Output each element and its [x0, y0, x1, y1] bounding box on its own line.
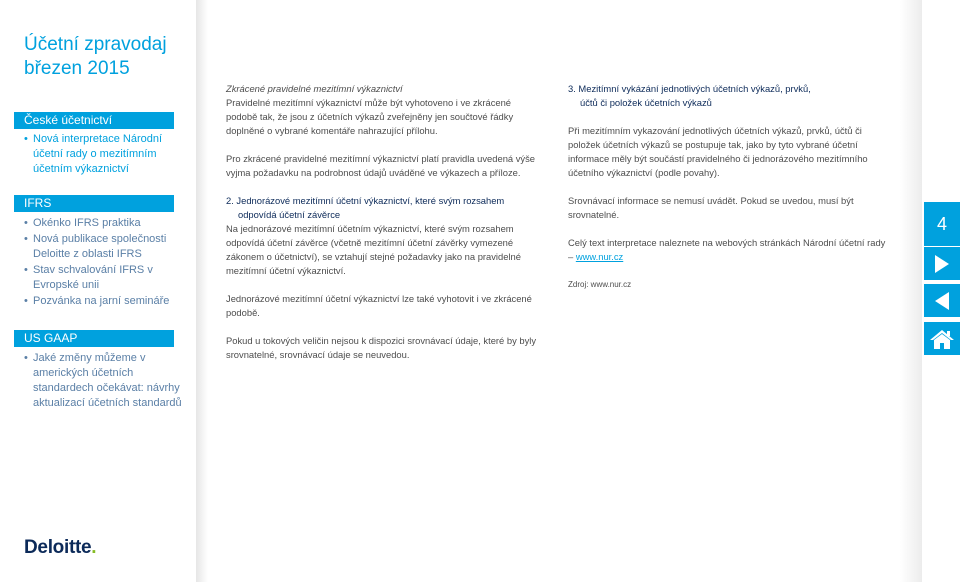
title-line-2: březen 2015	[24, 58, 130, 79]
right-paragraph-1: Při mezitímním vykazování jednotlivých účetních výkazů, prvků, účtů či položek účetních výkazů se postupuje tak, jako by tyto vybrané účetní informace měly být součástí pravidelného či jednorázového mezitímního účetního výkaznictví (podle povahy).	[568, 125, 868, 178]
heading-2-line-2: odpovídá účetní závěrce	[238, 209, 341, 220]
nav-item-seminars[interactable]: • Pozvánka na jarní semináře	[24, 294, 184, 309]
arrow-left-icon	[935, 292, 949, 310]
sidebar	[0, 0, 196, 582]
right-paragraph-3-text: Celý text interpretace naleznete na webových stránkách Národní účetní rady –	[568, 237, 886, 262]
heading-abridged-reporting: Zkrácené pravidelné mezitímní výkaznictví	[226, 83, 403, 94]
deloitte-logo	[24, 537, 96, 559]
logo-dot: .	[91, 537, 97, 558]
heading-2-line-1: 2. Jednorázové mezitímní účetní výkaznictví, které svým rozsahem	[226, 195, 505, 206]
section-heading-ifrs[interactable]: IFRS	[14, 195, 174, 212]
nav-item-interpretation[interactable]: • Nová interpretace Národní účetní rady o mezitímním účetním výkaznictví	[24, 132, 184, 177]
page-number: 4	[924, 202, 960, 246]
heading-3-line-1: 3. Mezitímní vykázání jednotlivých účetních výkazů, prvků,	[568, 83, 811, 94]
middle-paragraph-3: Na jednorázové mezitímní účetním výkaznictví, které svým rozsahem odpovídá účetní závěrce (včetně mezitímní účetní závěrky vymezené zákonem o účetnictví), se vztahují stejné požadavky jako na pravidelné mezitímní účetní výkaznictví.	[226, 223, 521, 276]
right-column	[568, 82, 888, 306]
title-line-1: Účetní zpravodaj	[24, 34, 167, 55]
right-shadow	[900, 0, 922, 582]
source-note: Zdroj: www.nur.cz	[568, 280, 632, 289]
nav-item-deloitte-publication[interactable]: • Nová publikace společnosti Deloitte z oblasti IFRS	[24, 232, 184, 262]
arrow-right-icon	[935, 255, 949, 273]
sidebar-shadow	[196, 0, 208, 582]
page-title	[24, 33, 167, 81]
logo-text: Deloitte	[24, 537, 92, 558]
right-paragraph-3	[568, 236, 888, 264]
nav-item-ifrs-window[interactable]: • Okénko IFRS praktika	[24, 216, 184, 231]
heading-one-off-reporting	[226, 194, 544, 222]
next-page-button[interactable]	[924, 247, 960, 280]
section-heading-czech-accounting[interactable]: České účetnictví	[14, 112, 174, 129]
nav-list-ifrs	[24, 216, 184, 310]
middle-paragraph-4: Jednorázové mezitímní účetní výkaznictví lze také vyhotovit i ve zkrácené podobě.	[226, 293, 532, 318]
middle-paragraph-2: Pro zkrácené pravidelné mezitímní výkaznictví platí pravidla uvedená výše vyjma požadavku na podrobnost údajů uváděné ve výkazech a příloze.	[226, 153, 535, 178]
home-button[interactable]	[924, 322, 960, 355]
nur-link[interactable]: www.nur.cz	[575, 251, 624, 262]
previous-page-button[interactable]	[924, 284, 960, 317]
right-paragraph-2: Srovnávací informace se nemusí uvádět. Pokud se uvedou, musí být srovnatelné.	[568, 195, 854, 220]
nav-item-us-gaap-changes[interactable]: • Jaké změny můžeme v amerických účetních standardech očekávat: návrhy aktualizací účetních standardů	[24, 351, 184, 411]
middle-paragraph-5: Pokud u tokových veličin nejsou k dispozici srovnávací údaje, které by byly srovnatelné, srovnávací údaje se neuvedou.	[226, 335, 537, 360]
heading-3-line-2: účtů či položek účetních výkazů	[580, 97, 712, 108]
middle-column	[226, 82, 544, 376]
home-icon	[929, 328, 955, 350]
section-heading-us-gaap[interactable]: US GAAP	[14, 330, 174, 347]
middle-paragraph-1: Pravidelné mezitímní výkaznictví může být vyhotoveno i ve zkrácené podobě tak, že jsou z účetních výkazů zveřejněny jen součtové řádky doplněné o vybrané komentáře nahrazující přílohu.	[226, 97, 514, 136]
nav-list-us-gaap	[24, 351, 184, 412]
nav-list-czech	[24, 132, 184, 178]
heading-individual-statements	[568, 82, 888, 110]
nav-item-ifrs-eu-status[interactable]: • Stav schvalování IFRS v Evropské unii	[24, 263, 184, 293]
